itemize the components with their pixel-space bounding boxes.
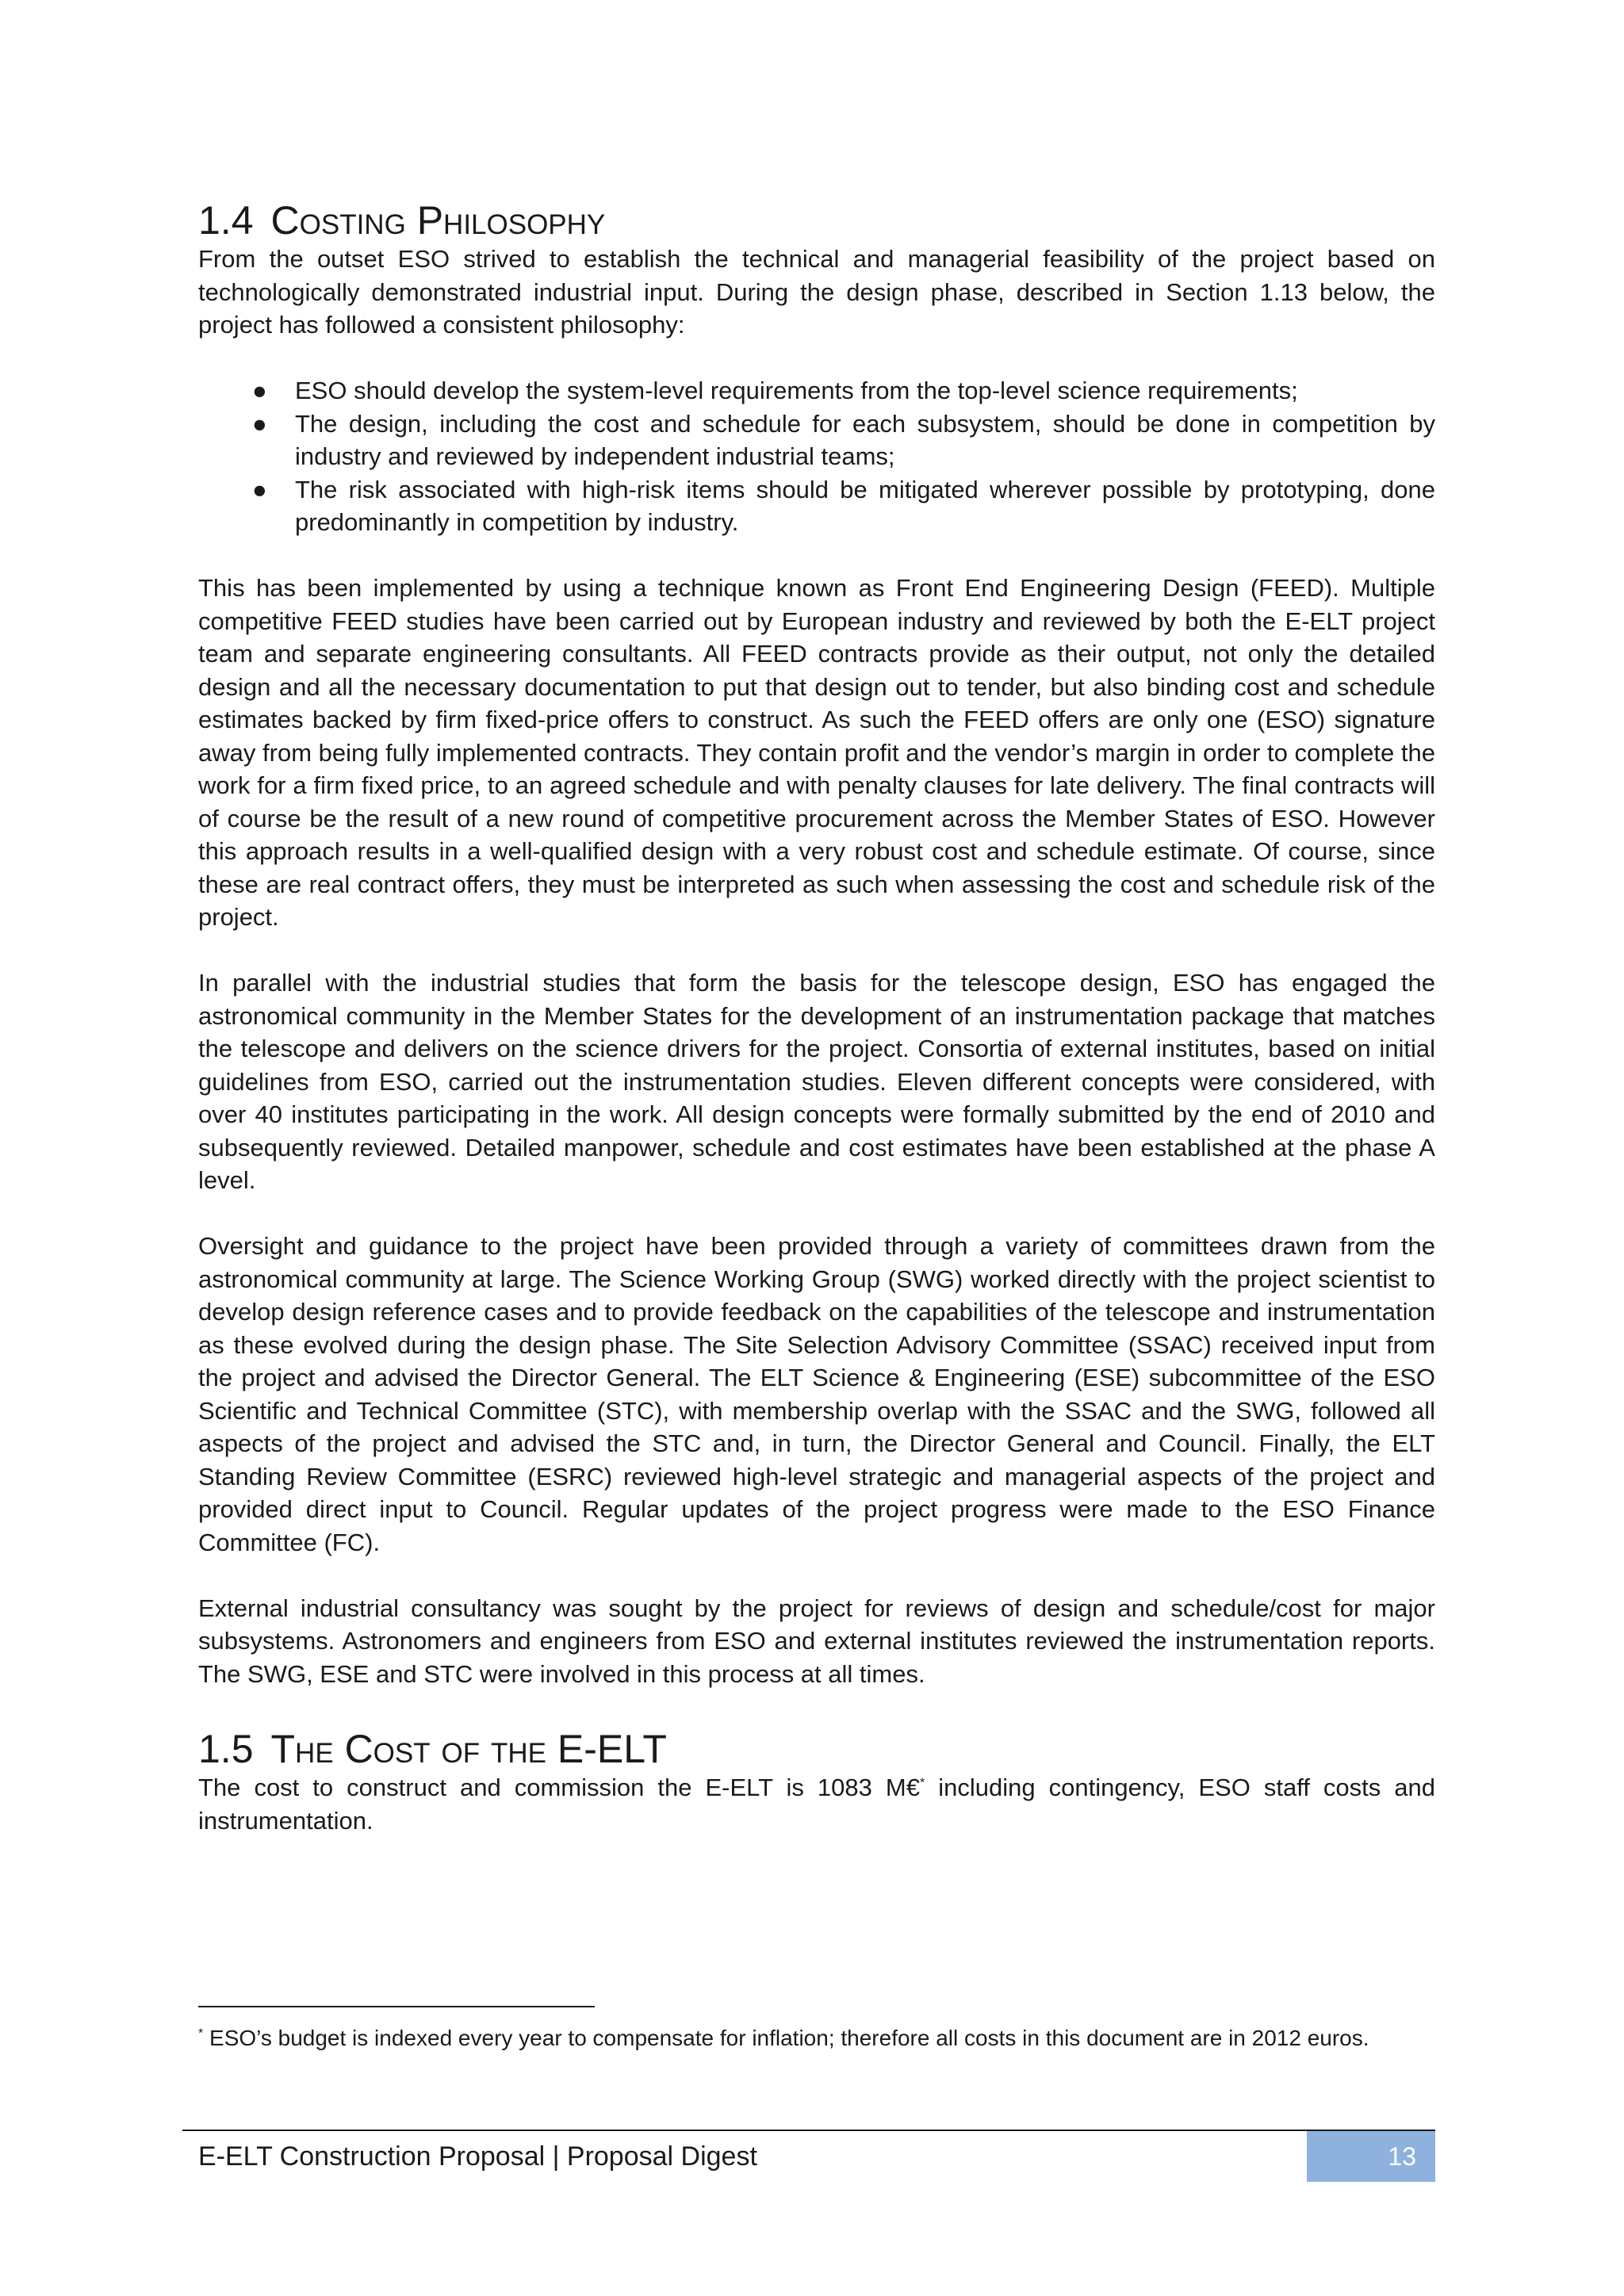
page-content [198,198,1435,1837]
cost-text: The cost to construct and commission the E-ELT is 1083 M€ [198,1774,920,1801]
bullet-icon: ● [252,377,267,404]
cost-paragraph [198,1771,1435,1837]
bullet-icon: ● [252,475,267,503]
list-item [198,374,1435,408]
body-paragraph: External industrial consultancy was sought by the project for reviews of design and schedule/cost for major subsystems. Astronomers and engineers from ESO and external institutes reviewed the instrumentation reports. The SWG, ESE and STC were involved in this process at all times. [198,1594,1435,1688]
section-title: The Cost of the [270,1727,547,1771]
list-item [198,408,1435,473]
body-paragraph: This has been implemented by using a technique known as Front End Engineering Design (FEED). Multiple competitive FEED studies have been carried out by European industry and reviewed by both the E-ELT project team and separate engineering consultants. All FEED contracts provide as their output, not only the detailed design and all the necessary documentation to put that design out to tender, but also binding cost and schedule estimates backed by firm fixed-price offers to construct. As such the FEED offers are only one (ESO) signature away from being fully implemented contracts. They contain profit and the vendor’s margin in order to complete the work for a firm fixed price, to an agreed schedule and with penalty clauses for late delivery. The final contracts will of course be the result of a new round of competitive procurement across the Member States of ESO. However this approach results in a well-qualified design with a very robust cost and schedule estimate. Of course, since these are real contract offers, they must be interpreted as such when assessing the cost and schedule risk of the project. [198,574,1435,931]
section-number: 1.5 [198,1727,254,1771]
spacer [198,539,1435,572]
cost-text-continued: including contingency, ESO staff costs and instrumentation. [198,1774,1436,1835]
footnote-marker: * [198,2026,204,2041]
section-heading-1-5 [198,1727,1435,1771]
footnote-text: ESO’s budget is indexed every year to compensate for inflation; therefore all costs in this document are in 2012 euros. [203,2026,1369,2050]
page-number: 13 [1388,2142,1416,2171]
bullet-icon: ● [252,409,267,438]
spacer [198,1559,1435,1592]
intro-paragraph: From the outset ESO strived to establish the technical and managerial feasibility of the project based on technologically demonstrated industrial input. During the design phase, described in Section 1.13 below, the project has followed a consistent philosophy: [198,245,1435,339]
list-item-text: The design, including the cost and schedule for each subsystem, should be done in competition by industry and reviewed by independent industrial teams; [295,409,1435,470]
footnote [198,2023,1435,2053]
footnote-divider [198,2006,595,2007]
list-item [198,473,1435,539]
body-paragraph: Oversight and guidance to the project have been provided through a variety of committees drawn from the astronomical community at large. The Science Working Group (SWG) worked directly with the project scientist to develop design reference cases and to provide feedback on the capabilities of the telescope and instrumentation as these evolved during the design phase. The Site Selection Advisory Committee (SSAC) received input from the project and advised the Director General. The ELT Science & Engineering (ESE) subcommittee of the ESO Scientific and Technical Committee (STC), with membership overlap with the SSAC and the SWG, followed all aspects of the project and advised the STC and, in turn, the Director General and Council. Finally, the ELT Standing Review Committee (ESRC) reviewed high-level strategic and managerial aspects of the project and provided direct input to Council. Regular updates of the project progress were made to the ESO Finance Committee (FC). [198,1232,1435,1556]
philosophy-list [198,374,1435,539]
section-title-acronym: E-ELT [557,1727,667,1771]
footnote-reference[interactable]: * [919,1776,925,1790]
body-paragraph: In parallel with the industrial studies that form the basis for the telescope design, ESO has engaged the astronomical community in the Member States for the development of an instrumentation package that matches the telescope and delivers on the science drivers for the project. Consortia of external institutes, based on initial guidelines from ESO, carried out the instrumentation studies. Eleven different concepts were considered, with over 40 institutes participating in the work. All design concepts were formally submitted by the end of 2010 and subsequently reviewed. Detailed manpower, schedule and cost estimates have been established at the phase A level. [198,969,1435,1194]
spacer [198,342,1435,375]
footer-title: E-ELT Construction Proposal | Proposal Digest [198,2141,757,2172]
page-number-badge [1307,2131,1435,2182]
list-item-text: ESO should develop the system-level requirements from the top-level science requirements; [295,377,1298,404]
spacer [198,1197,1435,1230]
section-number: 1.4 [198,198,254,243]
list-item-text: The risk associated with high-risk items should be mitigated wherever possible by prototyping, done predominantly in competition by industry. [295,475,1435,536]
section-1-5 [198,1727,1435,1837]
spacer [198,934,1435,967]
section-heading-1-4 [198,198,1435,243]
footer-divider [182,2130,1435,2131]
section-title: Costing Philosophy [270,198,606,243]
